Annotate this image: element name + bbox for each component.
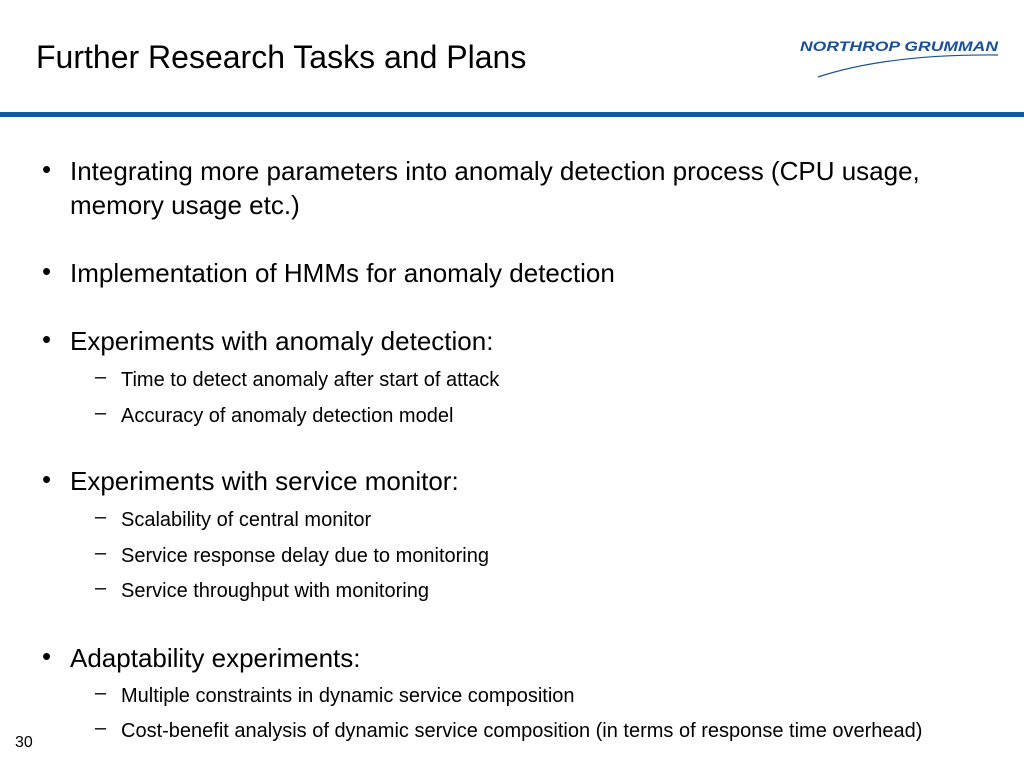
page-number: 30 (15, 734, 33, 751)
sub-bullet-item (95, 366, 951, 393)
sub-bullet-item (95, 682, 951, 709)
sub-bullet-item (95, 506, 951, 533)
bullet-item (42, 324, 950, 358)
bullet-marker: • (42, 641, 52, 671)
sub-bullet-text: Accuracy of anomaly detection model (121, 405, 454, 427)
bullet-marker: • (42, 464, 52, 494)
bullet-item (42, 154, 950, 222)
bullet-text: Experiments with anomaly detection: (70, 326, 494, 356)
slide-title: Further Research Tasks and Plans (36, 39, 527, 75)
bullet-marker: • (42, 324, 52, 354)
sub-bullet-marker: – (95, 366, 107, 388)
bullet-marker: • (42, 154, 52, 184)
sub-bullet-text: Multiple constraints in dynamic service composition (121, 685, 575, 707)
bullet-text: Experiments with service monitor: (70, 466, 459, 496)
sub-bullet-text: Service response delay due to monitoring (121, 545, 489, 567)
bullet-item (42, 464, 950, 498)
bullet-item (42, 641, 950, 675)
sub-bullet-text: Cost-benefit analysis of dynamic service composition (in terms of response time overhead) (121, 720, 923, 742)
sub-bullet-marker: – (95, 682, 107, 704)
sub-bullet-item (95, 577, 951, 604)
logo-text: NORTHROP GRUMMAN (800, 39, 999, 54)
sub-bullet-item (95, 542, 951, 569)
sub-bullet-marker: – (95, 717, 107, 739)
sub-bullet-text: Time to detect anomaly after start of attack (121, 369, 500, 391)
sub-bullet-item (95, 717, 951, 744)
sub-bullet-marker: – (95, 402, 107, 424)
bullet-text: Adaptability experiments: (70, 643, 361, 673)
bullet-marker: • (42, 256, 52, 286)
bullet-item (42, 256, 950, 290)
sub-bullet-marker: – (95, 577, 107, 599)
sub-bullet-text: Service throughput with monitoring (121, 580, 429, 602)
sub-bullet-item (95, 402, 951, 429)
sub-bullet-text: Scalability of central monitor (121, 509, 372, 531)
bullet-text: Integrating more parameters into anomaly detection process (CPU usage, memory usage etc.) (70, 156, 920, 220)
bullet-text: Implementation of HMMs for anomaly detection (70, 258, 615, 288)
sub-bullet-marker: – (95, 506, 107, 528)
sub-bullet-marker: – (95, 542, 107, 564)
